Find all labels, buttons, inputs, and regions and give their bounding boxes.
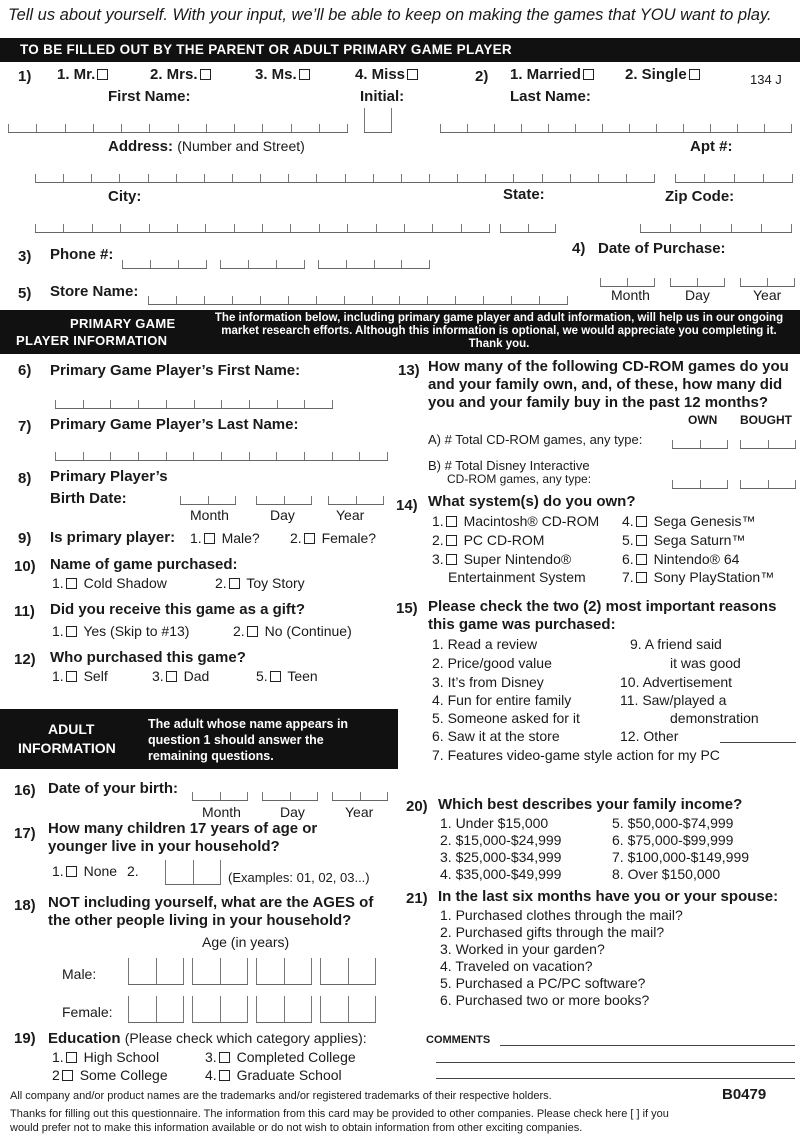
primary-bar-title-2: PLAYER INFORMATION xyxy=(16,333,168,348)
q15-option-other[interactable]: 12. Other xyxy=(620,728,679,744)
q20-option-7[interactable]: 7. $100,000-$149,999 xyxy=(612,849,750,865)
male-age-field-2[interactable] xyxy=(192,958,248,985)
comments-line-3[interactable] xyxy=(436,1078,795,1079)
q18-label: NOT including yourself, what are the AGES of the other people living in your household? xyxy=(48,894,374,929)
q19-option-completed-college[interactable]: 3. Completed College xyxy=(205,1049,356,1065)
q2-number: 2) xyxy=(475,68,489,85)
q7-label: Primary Game Player’s Last Name: xyxy=(50,416,299,433)
player-birth-year-field[interactable] xyxy=(328,482,384,505)
q12-option-self[interactable]: 1. Self xyxy=(52,668,108,684)
q14-option-pc[interactable]: 2. PC CD-ROM xyxy=(432,532,545,548)
birth-year-field[interactable] xyxy=(332,776,388,801)
q20-option-6[interactable]: 6. $75,000-$99,999 xyxy=(612,832,734,848)
checkbox-icon[interactable] xyxy=(229,578,240,589)
q14-option-snes-line2: Entertainment System xyxy=(448,569,586,585)
q13-b-label-1: B) # Total Disney Interactive xyxy=(428,458,590,473)
checkbox-icon[interactable] xyxy=(446,535,457,546)
q19-option-graduate-school[interactable]: 4. Graduate School xyxy=(205,1067,342,1083)
q14-label: What system(s) do you own? xyxy=(428,493,636,510)
q13-a-bought-field[interactable] xyxy=(740,428,796,449)
q1-number: 1) xyxy=(18,68,32,85)
player-first-name-field[interactable] xyxy=(55,384,333,409)
purchase-day-label: Day xyxy=(685,287,710,303)
q21-option-vacation[interactable]: 4. Traveled on vacation? xyxy=(440,958,593,974)
initial-label: Initial: xyxy=(360,88,405,105)
q21-option-clothes[interactable]: 1. Purchased clothes through the mail? xyxy=(440,907,683,923)
adult-info-bar xyxy=(0,709,398,769)
q17-examples: (Examples: 01, 02, 03...) xyxy=(228,870,370,885)
player-birth-month-label: Month xyxy=(190,507,229,523)
phone-label: Phone #: xyxy=(50,246,114,263)
q1-option-mr[interactable]: 1. Mr. xyxy=(57,66,111,83)
purchase-month-label: Month xyxy=(611,287,650,303)
q7-number: 7) xyxy=(18,418,32,435)
q4-number: 4) xyxy=(572,240,586,257)
q1-option-ms[interactable]: 3. Ms. xyxy=(255,66,313,83)
q14-option-n64[interactable]: 6. Nintendo® 64 xyxy=(622,551,740,567)
checkbox-icon[interactable] xyxy=(446,554,457,565)
q8-label-2: Birth Date: xyxy=(50,490,127,507)
q20-option-2[interactable]: 2. $15,000-$24,999 xyxy=(440,832,562,848)
q14-option-genesis[interactable]: 4. Sega Genesis™ xyxy=(622,513,756,529)
q20-option-3[interactable]: 3. $25,000-$34,999 xyxy=(440,849,562,865)
form-code: 134 J xyxy=(750,72,782,87)
checkbox-icon[interactable] xyxy=(636,572,647,583)
q21-label: In the last six months have you or your spouse: xyxy=(438,888,779,905)
q15-option-review[interactable]: 1. Read a review xyxy=(432,636,538,652)
q11-number: 11) xyxy=(14,603,35,620)
q10-option-cold-shadow[interactable]: 1. Cold Shadow xyxy=(52,575,167,591)
q9-option-male[interactable]: 1. Male? xyxy=(190,530,260,546)
checkbox-icon[interactable] xyxy=(66,578,77,589)
purchase-month-field[interactable] xyxy=(600,264,655,287)
q16-label: Date of your birth: xyxy=(48,780,178,797)
phone-area-field[interactable] xyxy=(122,246,207,269)
q15-option-disney[interactable]: 3. It’s from Disney xyxy=(432,674,544,690)
comments-label: COMMENTS xyxy=(426,1034,491,1046)
first-name-field[interactable] xyxy=(8,108,348,133)
q15-option-friend[interactable]: 9. A friend said xyxy=(630,636,722,652)
q6-label: Primary Game Player’s First Name: xyxy=(50,362,301,379)
apt-label: Apt #: xyxy=(690,138,733,155)
comments-line-2[interactable] xyxy=(436,1062,795,1063)
phone-line-field[interactable] xyxy=(318,246,430,269)
checkbox-icon[interactable] xyxy=(583,69,594,80)
q13-number: 13) xyxy=(398,362,420,379)
birth-year-label: Year xyxy=(345,804,374,820)
checkbox-icon[interactable] xyxy=(204,533,215,544)
checkbox-icon[interactable] xyxy=(636,535,647,546)
primary-bar-title-1: PRIMARY GAME xyxy=(70,316,176,331)
city-label: City: xyxy=(108,188,142,205)
q19-option-high-school[interactable]: 1. High School xyxy=(52,1049,160,1065)
q12-option-dad[interactable]: 3. Dad xyxy=(152,668,210,684)
q17-number: 17) xyxy=(14,825,36,842)
state-field[interactable] xyxy=(500,208,556,233)
male-age-field-4[interactable] xyxy=(320,958,376,985)
q20-number: 20) xyxy=(406,798,428,815)
q11-option-yes[interactable]: 1. Yes (Skip to #13) xyxy=(52,623,190,639)
checkbox-icon[interactable] xyxy=(66,626,77,637)
q20-option-8[interactable]: 8. Over $150,000 xyxy=(612,866,721,882)
intro-text: Tell us about yourself. With your input, we’ll be able to keep on making the games that YOU want to play. xyxy=(8,6,772,24)
q9-label: Is primary player: xyxy=(50,529,176,546)
header-bar xyxy=(0,38,800,62)
q13-a-label: A) # Total CD-ROM games, any type: xyxy=(428,432,643,447)
q2-option-married[interactable]: 1. Married xyxy=(510,66,597,83)
purchase-day-field[interactable] xyxy=(670,264,725,287)
q6-number: 6) xyxy=(18,362,32,379)
q15-option-price[interactable]: 2. Price/good value xyxy=(432,655,552,671)
q15-option-friend-line2: it was good xyxy=(670,655,741,671)
q15-option-demo[interactable]: 11. Saw/played a xyxy=(620,692,727,708)
q21-option-garden[interactable]: 3. Worked in your garden? xyxy=(440,941,605,957)
q12-label: Who purchased this game? xyxy=(50,649,246,666)
q21-option-gifts[interactable]: 2. Purchased gifts through the mail? xyxy=(440,924,665,940)
checkbox-icon[interactable] xyxy=(66,671,77,682)
q10-label: Name of game purchased: xyxy=(50,556,238,573)
store-name-field[interactable] xyxy=(148,282,568,305)
female-age-field-4[interactable] xyxy=(320,996,376,1023)
q15-label: Please check the two (2) most important reasons this game was purchased: xyxy=(428,598,777,633)
q1-option-mrs[interactable]: 2. Mrs. xyxy=(150,66,214,83)
q14-option-snes[interactable]: 3. Super Nintendo® xyxy=(432,551,572,567)
q13-own-header: OWN xyxy=(688,413,718,427)
checkbox-icon[interactable] xyxy=(636,516,647,527)
player-birth-day-label: Day xyxy=(270,507,295,523)
q10-number: 10) xyxy=(14,558,36,575)
player-birth-year-label: Year xyxy=(336,507,365,523)
q12-option-teen[interactable]: 5. Teen xyxy=(256,668,318,684)
checkbox-icon[interactable] xyxy=(219,1052,230,1063)
zip-label: Zip Code: xyxy=(665,188,735,205)
q5-number: 5) xyxy=(18,285,32,302)
q16-number: 16) xyxy=(14,782,36,799)
q1-option-miss[interactable]: 4. Miss xyxy=(355,66,421,83)
adult-bar-title-2: INFORMATION xyxy=(18,740,116,756)
privacy-footer-1: Thanks for filling out this questionnaire. The information from this card may be provided to other companies. Please check here [ ] if you xyxy=(10,1108,669,1120)
purchase-year-field[interactable] xyxy=(740,264,795,287)
checkbox-icon[interactable] xyxy=(407,69,418,80)
q12-number: 12) xyxy=(14,651,36,668)
q17-label: How many children 17 years of age or younger live in your household? xyxy=(48,820,318,855)
last-name-label: Last Name: xyxy=(510,88,591,105)
initial-field[interactable] xyxy=(364,108,392,133)
female-age-field-1[interactable] xyxy=(128,996,184,1023)
birth-day-label: Day xyxy=(280,804,305,820)
q21-option-pc-software[interactable]: 5. Purchased a PC/PC software? xyxy=(440,975,646,991)
q10-option-toy-story[interactable]: 2. Toy Story xyxy=(215,575,305,591)
zip-field[interactable] xyxy=(640,208,792,233)
checkbox-icon[interactable] xyxy=(200,69,211,80)
q11-option-no[interactable]: 2. No (Continue) xyxy=(233,623,352,639)
q18-female-label: Female: xyxy=(62,1004,113,1020)
q15-option-fun[interactable]: 4. Fun for entire family xyxy=(432,692,572,708)
checkbox-icon[interactable] xyxy=(219,1070,230,1081)
checkbox-icon[interactable] xyxy=(66,866,77,877)
q19-label: Education (Please check which category applies): xyxy=(48,1030,367,1047)
q15-number: 15) xyxy=(396,600,418,617)
male-age-field-3[interactable] xyxy=(256,958,312,985)
q18-male-label: Male: xyxy=(62,966,97,982)
q14-number: 14) xyxy=(396,497,418,514)
q15-other-line[interactable] xyxy=(720,742,796,743)
q13-b-label-2: CD-ROM games, any type: xyxy=(447,472,592,486)
privacy-footer-2: would prefer not to make this information available or do not wish to obtain information from other exciting companies. xyxy=(10,1122,583,1134)
q8-label-1: Primary Player’s xyxy=(50,468,168,485)
phone-prefix-field[interactable] xyxy=(220,246,305,269)
comments-line-1[interactable] xyxy=(500,1045,795,1046)
checkbox-icon[interactable] xyxy=(304,533,315,544)
address-field[interactable] xyxy=(35,158,655,183)
checkbox-icon[interactable] xyxy=(247,626,258,637)
footer-code: B0479 xyxy=(722,1086,767,1103)
apt-field[interactable] xyxy=(675,158,793,183)
q15-option-action[interactable]: 7. Features video-game style action for my PC xyxy=(432,747,720,763)
first-name-label: First Name: xyxy=(108,88,191,105)
player-birth-month-field[interactable] xyxy=(180,482,236,505)
q15-option-advertisement[interactable]: 10. Advertisement xyxy=(620,674,733,690)
last-name-field[interactable] xyxy=(440,108,792,133)
q21-number: 21) xyxy=(406,890,428,907)
checkbox-icon[interactable] xyxy=(166,671,177,682)
primary-bar-text: The information below, including primary game player and adult information, will help us in our ongoing market research efforts. Although this information is optional, we would appreciate you completing it. Thank you. xyxy=(214,312,784,350)
state-label: State: xyxy=(503,186,545,203)
checkbox-icon[interactable] xyxy=(446,516,457,527)
q15-option-store[interactable]: 6. Saw it at the store xyxy=(432,728,560,744)
player-birth-day-field[interactable] xyxy=(256,482,312,505)
checkbox-icon[interactable] xyxy=(270,671,281,682)
q13-label: How many of the following CD-ROM games do you and your family own, and, of these, how many did you and your family buy in the past 12 months? xyxy=(428,358,789,411)
adult-bar-title-1: ADULT xyxy=(48,721,95,737)
q13-a-own-field[interactable] xyxy=(672,428,728,449)
checkbox-icon[interactable] xyxy=(66,1052,77,1063)
q8-number: 8) xyxy=(18,470,32,487)
birth-month-label: Month xyxy=(202,804,241,820)
adult-bar-text: The adult whose name appears in question 1 should answer the remaining questions. xyxy=(148,717,349,763)
trademark-footer: All company and/or product names are the trademarks and/or registered trademarks of their respective holders. xyxy=(10,1090,552,1102)
q19-number: 19) xyxy=(14,1030,36,1047)
q20-label: Which best describes your family income? xyxy=(438,796,743,813)
female-age-field-3[interactable] xyxy=(256,996,312,1023)
q20-option-4[interactable]: 4. $35,000-$49,999 xyxy=(440,866,562,882)
q19-option-some-college[interactable]: 2 Some College xyxy=(52,1067,168,1083)
checkbox-icon[interactable] xyxy=(299,69,310,80)
checkbox-icon[interactable] xyxy=(689,69,700,80)
children-count-field[interactable] xyxy=(165,860,221,885)
q14-option-macintosh[interactable]: 1. Macintosh® CD-ROM xyxy=(432,513,600,529)
q13-bought-header: BOUGHT xyxy=(740,413,792,427)
checkbox-icon[interactable] xyxy=(97,69,108,80)
q11-label: Did you receive this game as a gift? xyxy=(50,601,306,618)
checkbox-icon[interactable] xyxy=(62,1070,73,1081)
q9-option-female[interactable]: 2. Female? xyxy=(290,530,377,546)
q13-b-bought-field[interactable] xyxy=(740,468,796,489)
q20-option-5[interactable]: 5. $50,000-$74,999 xyxy=(612,815,734,831)
header-bar-text: TO BE FILLED OUT BY THE PARENT OR ADULT PRIMARY GAME PLAYER xyxy=(20,42,512,57)
purchase-year-label: Year xyxy=(753,287,782,303)
q14-option-playstation[interactable]: 7. Sony PlayStation™ xyxy=(622,569,775,585)
player-last-name-field[interactable] xyxy=(55,436,388,461)
q13-b-own-field[interactable] xyxy=(672,468,728,489)
date-of-purchase-label: Date of Purchase: xyxy=(598,240,726,257)
primary-info-bar xyxy=(0,310,800,354)
address-label: Address: (Number and Street) xyxy=(108,138,305,155)
q18-age-label: Age (in years) xyxy=(202,934,290,950)
q21-option-books[interactable]: 6. Purchased two or more books? xyxy=(440,992,650,1008)
q15-option-asked[interactable]: 5. Someone asked for it xyxy=(432,710,580,726)
q14-option-saturn[interactable]: 5. Sega Saturn™ xyxy=(622,532,746,548)
q2-option-single[interactable]: 2. Single xyxy=(625,66,703,83)
q20-option-1[interactable]: 1. Under $15,000 xyxy=(440,815,549,831)
q17-option-none[interactable]: 1. None 2. xyxy=(52,863,139,879)
birth-month-field[interactable] xyxy=(192,776,248,801)
female-age-field-2[interactable] xyxy=(192,996,248,1023)
q3-number: 3) xyxy=(18,248,32,265)
city-field[interactable] xyxy=(35,208,490,233)
checkbox-icon[interactable] xyxy=(636,554,647,565)
male-age-field-1[interactable] xyxy=(128,958,184,985)
store-name-label: Store Name: xyxy=(50,283,139,300)
birth-day-field[interactable] xyxy=(262,776,318,801)
q15-option-demo-line2: demonstration xyxy=(670,710,759,726)
q9-number: 9) xyxy=(18,530,32,547)
q18-number: 18) xyxy=(14,897,36,914)
